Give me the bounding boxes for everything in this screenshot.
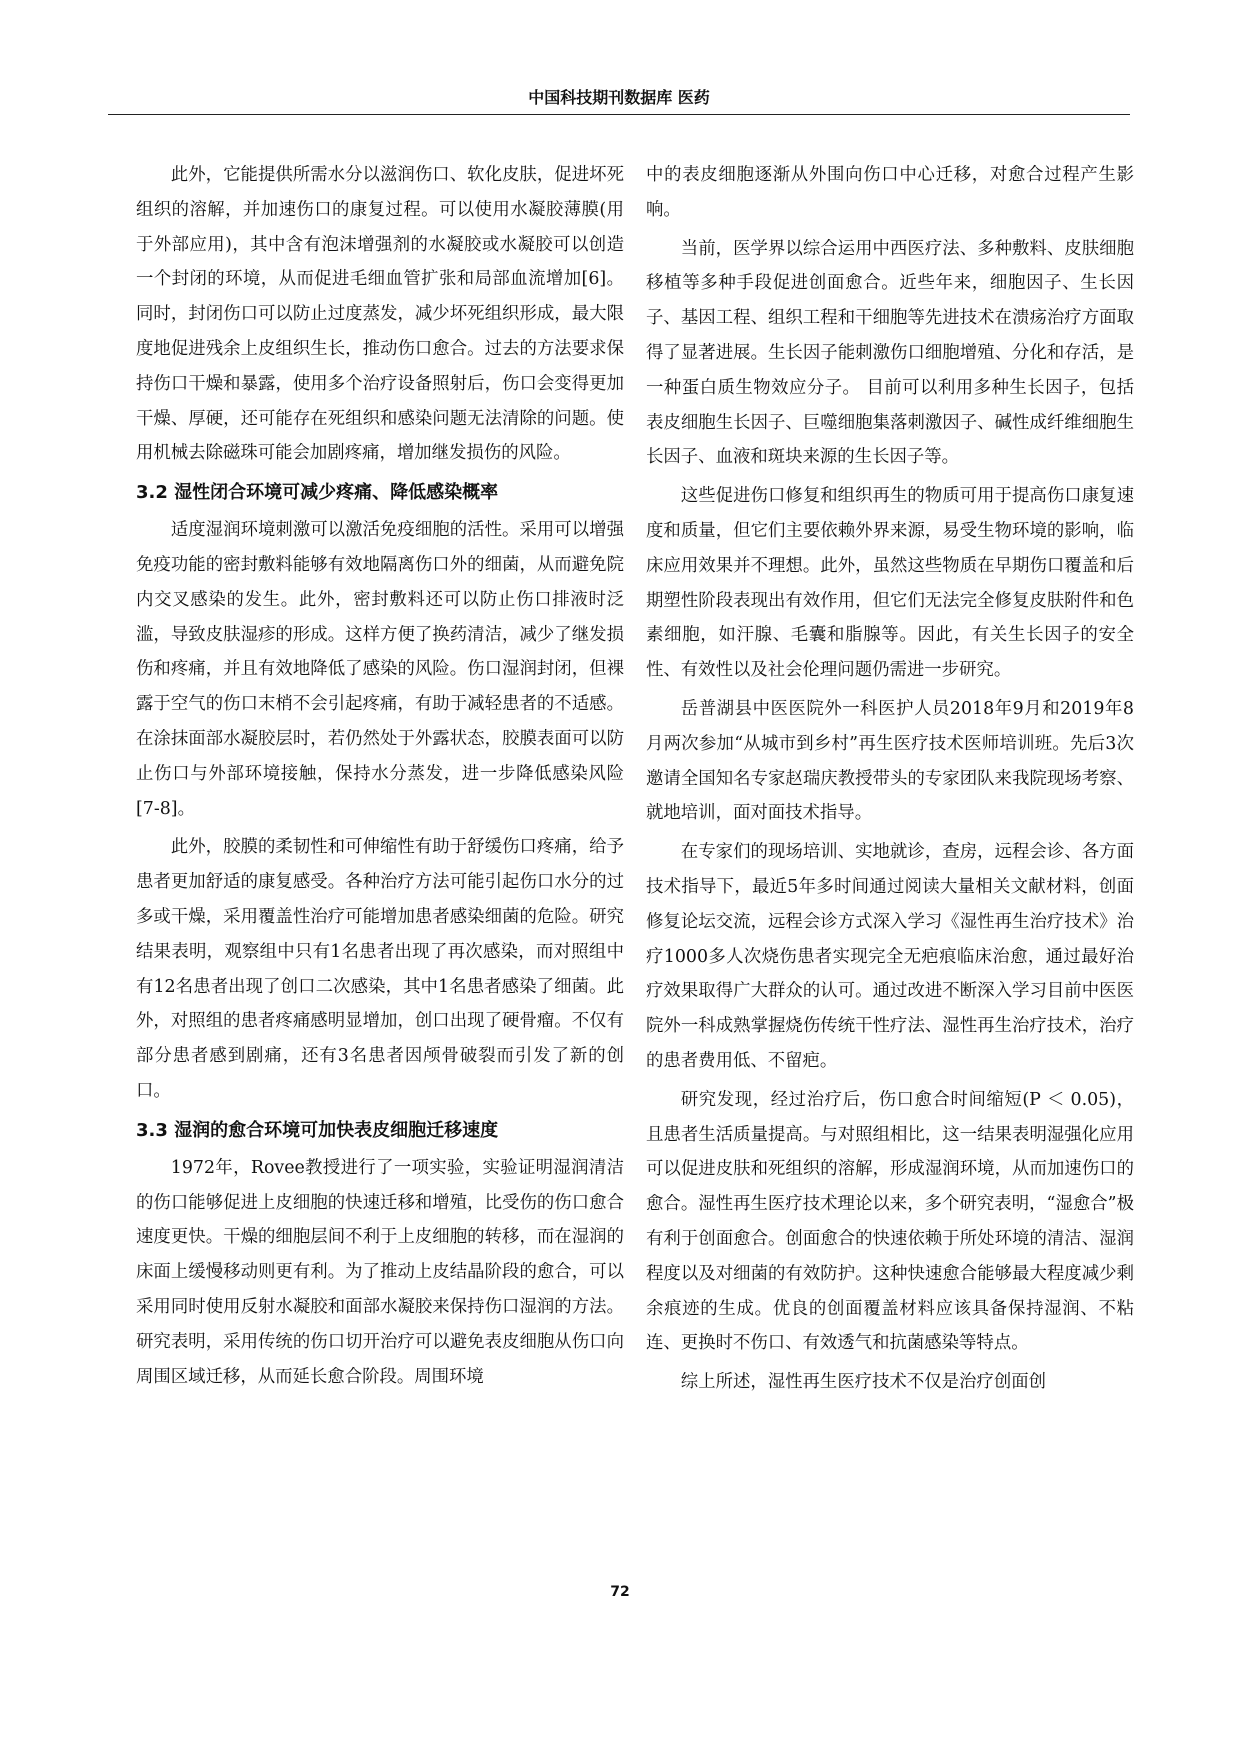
paragraph: 这些促进伤口修复和组织再生的物质可用于提高伤口康复速度和质量，但它们主要依赖外界来源，易受生物环境的影响，临床应用效果并不理想。此外，虽然这些物质在早期伤口覆盖和后期塑性阶段表现出有效作用，但它们无法完全修复皮肤附件和色素细胞，如汗腺、毛囊和脂腺等。因此，有关生长因子的安全性、有效性以及社会伦理问题仍需进一步研究。 <box>646 486 1134 681</box>
paragraph: 1972年，Rovee教授进行了一项实验，实验证明湿润清洁的伤口能够促进上皮细胞的快速迁移和增殖，比受伤的伤口愈合速度更快。干燥的细胞层间不利于上皮细胞的转移，而在湿润的床面上缓慢移动则更有利。为了推动上皮结晶阶段的愈合，可以采用同时使用反射水凝胶和面部水凝胶来保持伤口湿润的方法。研究表明，采用传统的伤口切开治疗可以避免表皮细胞从伤口向周围区域迁移，从而延长愈合阶段。周围环境 <box>136 1157 624 1387</box>
paragraph: 中的表皮细胞逐渐从外围向伤口中心迁移，对愈合过程产生影响。 <box>646 165 1134 220</box>
left-column <box>136 158 624 1398</box>
running-header: 中国科技期刊数据库 医药 <box>528 88 710 107</box>
paragraph: 适度湿润环境刺激可以激活免疫细胞的活性。采用可以增强免疫功能的密封敷料能够有效地隔离伤口外的细菌，从而避免院内交叉感染的发生。此外，密封敷料还可以防止伤口排液时泛滥，导致皮肤湿疹的形成。这样方便了换药清洁，减少了继发损伤和疼痛，并且有效地降低了感染的风险。伤口湿润封闭，但裸露于空气的伤口末梢不会引起疼痛，有助于减轻患者的不适感。在涂抹面部水凝胶层时，若仍然处于外露状态，胶膜表面可以防止伤口与外部环境接触，保持水分蒸发，进一步降低感染风险[7-8]。 <box>136 520 624 819</box>
paragraph: 综上所述，湿性再生医疗技术不仅是治疗创面创 <box>680 1372 1047 1393</box>
header-rule <box>108 114 1130 115</box>
paragraph: 在专家们的现场培训、实地就诊，查房，远程会诊、各方面技术指导下，最近5年多时间通过阅读大量相关文献材料，创面修复论坛交流，远程会诊方式深入学习《湿性再生治疗技术》治疗1000多人次烧伤患者实现完全无疤痕临床治愈，通过最好治疗效果取得广大群众的认可。通过改进不断深入学习目前中医医院外一科成熟掌握烧伤传统干性疗法、湿性再生治疗技术，治疗的患者费用低、不留疤。 <box>646 842 1134 1071</box>
right-column <box>646 158 1134 1404</box>
paragraph: 此外，胶膜的柔韧性和可伸缩性有助于舒缓伤口疼痛，给予患者更加舒适的康复感受。各种治疗方法可能引起伤口水分的过多或干燥，采用覆盖性治疗可能增加患者感染细菌的危险。研究结果表明，观察组中只有1名患者出现了再次感染，而对照组中有12名患者出现了创口二次感染，其中1名患者感染了细菌。此外，对照组的患者疼痛感明显增加，创口出现了硬骨瘤。不仅有部分患者感到剧痛，还有3名患者因颅骨破裂而引发了新的创口。 <box>136 837 624 1101</box>
paragraph: 研究发现，经过治疗后，伤口愈合时间缩短(P ＜ 0.05)，且患者生活质量提高。与对照组相比，这一结果表明湿强化应用可以促进皮肤和死组织的溶解，形成湿润环境，从而加速伤口的愈合。湿性再生医疗技术理论以来，多个研究表明，“湿愈合”极有利于创面愈合。创面愈合的快速依赖于所处环境的清洁、湿润程度以及对细菌的有效防护。这种快速愈合能够最大程度减少剩余痕迹的生成。优良的创面覆盖材料应该具备保持湿润、不粘连、更换时不伤口、有效透气和抗菌感染等特点。 <box>646 1089 1134 1354</box>
paragraph: 当前，医学界以综合运用中西医疗法、多种敷料、皮肤细胞移植等多种手段促进创面愈合。近些年来，细胞因子、生长因子、基因工程、组织工程和干细胞等先进技术在溃疡治疗方面取得了显著进展。生长因子能刺激伤口细胞增殖、分化和存活，是一种蛋白质生物效应分子。 目前可以利用多种生长因子，包括表皮细胞生长因子、巨噬细胞集落刺激因子、碱性成纤维细胞生长因子、血液和斑块来源的生长因子等。 <box>646 238 1134 468</box>
section-heading: 3.3 湿润的愈合环境可加快表皮细胞迁移速度 <box>136 1119 499 1141</box>
paragraph: 此外，它能提供所需水分以滋润伤口、软化皮肤，促进坏死组织的溶解，并加速伤口的康复过程。可以使用水凝胶薄膜(用于外部应用)，其中含有泡沫增强剂的水凝胶或水凝胶可以创造一个封闭的环境，从而促进毛细血管扩张和局部血流增加[6]。同时，封闭伤口可以防止过度蒸发，减少坏死组织形成，最大限度地促进残余上皮组织生长，推动伤口愈合。过去的方法要求保持伤口干燥和暴露，使用多个治疗设备照射后，伤口会变得更加干燥、厚硬，还可能存在死组织和感染问题无法清除的问题。使用机械去除磁珠可能会加剧疼痛，增加继发损伤的风险。 <box>136 165 624 464</box>
section-heading: 3.2 湿性闭合环境可减少疼痛、降低感染概率 <box>136 482 499 504</box>
page-number: 72 <box>610 1584 630 1600</box>
paragraph: 岳普湖县中医医院外一科医护人员2018年9月和2019年8月两次参加“从城市到乡村”再生医疗技术医师培训班。先后3次邀请全国知名专家赵瑞庆教授带头的专家团队来我院现场考察、就地培训，面对面技术指导。 <box>646 698 1134 824</box>
